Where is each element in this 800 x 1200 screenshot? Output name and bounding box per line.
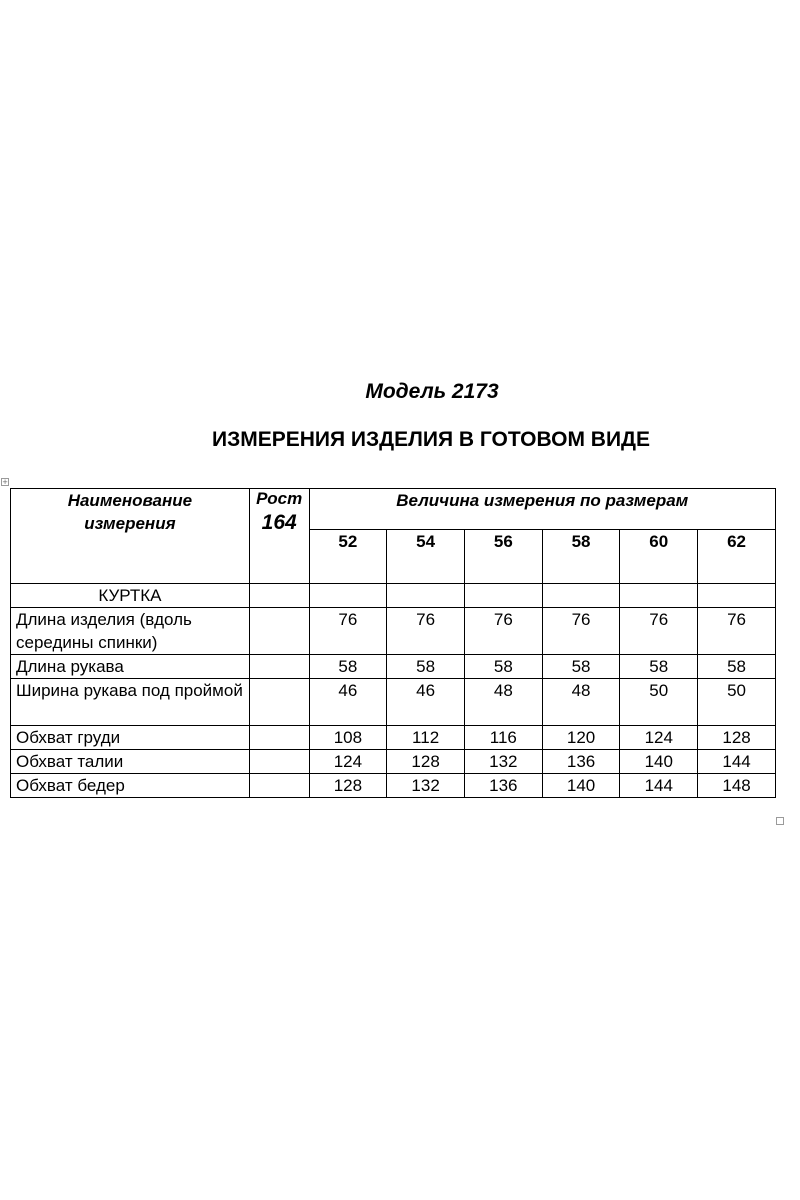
table-header-row <box>11 489 776 530</box>
header-size: 52 <box>309 530 387 584</box>
row-value: 140 <box>620 750 698 774</box>
row-value: 76 <box>698 608 776 655</box>
row-name: Длина рукава <box>11 655 250 679</box>
row-height <box>249 750 309 774</box>
table-cell-empty <box>249 584 309 608</box>
row-name: Обхват талии <box>11 750 250 774</box>
row-value: 76 <box>309 608 387 655</box>
row-value: 124 <box>620 726 698 750</box>
header-height-value: 164 <box>261 511 297 534</box>
row-value: 128 <box>387 750 465 774</box>
section-label: КУРТКА <box>11 584 250 608</box>
row-value: 76 <box>620 608 698 655</box>
row-height <box>249 774 309 798</box>
table-row <box>11 726 776 750</box>
row-name: Обхват груди <box>11 726 250 750</box>
header-sizes-label: Величина измерения по размерам <box>309 489 775 530</box>
row-value: 128 <box>698 726 776 750</box>
row-value: 48 <box>464 679 542 726</box>
row-height <box>249 726 309 750</box>
row-value: 76 <box>464 608 542 655</box>
row-value: 58 <box>387 655 465 679</box>
table-section-row <box>11 584 776 608</box>
table-row <box>11 679 776 726</box>
table-cell-empty <box>309 584 387 608</box>
header-height-label: Рост <box>256 489 303 508</box>
row-value: 50 <box>698 679 776 726</box>
table-move-handle-icon[interactable]: + <box>2 478 8 486</box>
row-name: Длина изделия (вдоль середины спинки) <box>11 608 250 655</box>
table-cell-empty <box>464 584 542 608</box>
row-value: 46 <box>387 679 465 726</box>
row-value: 76 <box>387 608 465 655</box>
table-cell-empty <box>698 584 776 608</box>
row-value: 58 <box>309 655 387 679</box>
row-value: 148 <box>698 774 776 798</box>
row-value: 136 <box>542 750 620 774</box>
row-value: 58 <box>464 655 542 679</box>
row-value: 46 <box>309 679 387 726</box>
header-name-line2: измерения <box>84 514 176 533</box>
header-size: 54 <box>387 530 465 584</box>
row-value: 76 <box>542 608 620 655</box>
table-cell-empty <box>620 584 698 608</box>
row-value: 120 <box>542 726 620 750</box>
row-value: 112 <box>387 726 465 750</box>
header-size: 60 <box>620 530 698 584</box>
row-height <box>249 679 309 726</box>
header-size: 58 <box>542 530 620 584</box>
row-name: Ширина рукава под проймой <box>11 679 250 726</box>
row-value: 58 <box>542 655 620 679</box>
row-value: 48 <box>542 679 620 726</box>
model-title: Модель 2173 <box>365 380 499 403</box>
row-value: 124 <box>309 750 387 774</box>
row-value: 132 <box>464 750 542 774</box>
row-value: 144 <box>698 750 776 774</box>
row-value: 144 <box>620 774 698 798</box>
row-value: 140 <box>542 774 620 798</box>
row-value: 132 <box>387 774 465 798</box>
row-value: 58 <box>698 655 776 679</box>
table-resize-handle-icon[interactable] <box>776 817 784 825</box>
row-value: 50 <box>620 679 698 726</box>
table-row <box>11 774 776 798</box>
table-row <box>11 608 776 655</box>
table-cell-empty <box>542 584 620 608</box>
document-title: ИЗМЕРЕНИЯ ИЗДЕЛИЯ В ГОТОВОМ ВИДЕ <box>211 428 651 451</box>
row-value: 128 <box>309 774 387 798</box>
table-row <box>11 655 776 679</box>
row-value: 108 <box>309 726 387 750</box>
row-name: Обхват бедер <box>11 774 250 798</box>
row-height <box>249 608 309 655</box>
row-value: 58 <box>620 655 698 679</box>
header-size: 62 <box>698 530 776 584</box>
measurements-table <box>10 488 776 798</box>
row-height <box>249 655 309 679</box>
header-size: 56 <box>464 530 542 584</box>
table-row <box>11 750 776 774</box>
row-value: 136 <box>464 774 542 798</box>
header-height <box>249 489 309 584</box>
table-cell-empty <box>387 584 465 608</box>
row-value: 116 <box>464 726 542 750</box>
header-name-line1: Наименование <box>67 491 193 510</box>
header-measurement-name <box>11 489 250 584</box>
